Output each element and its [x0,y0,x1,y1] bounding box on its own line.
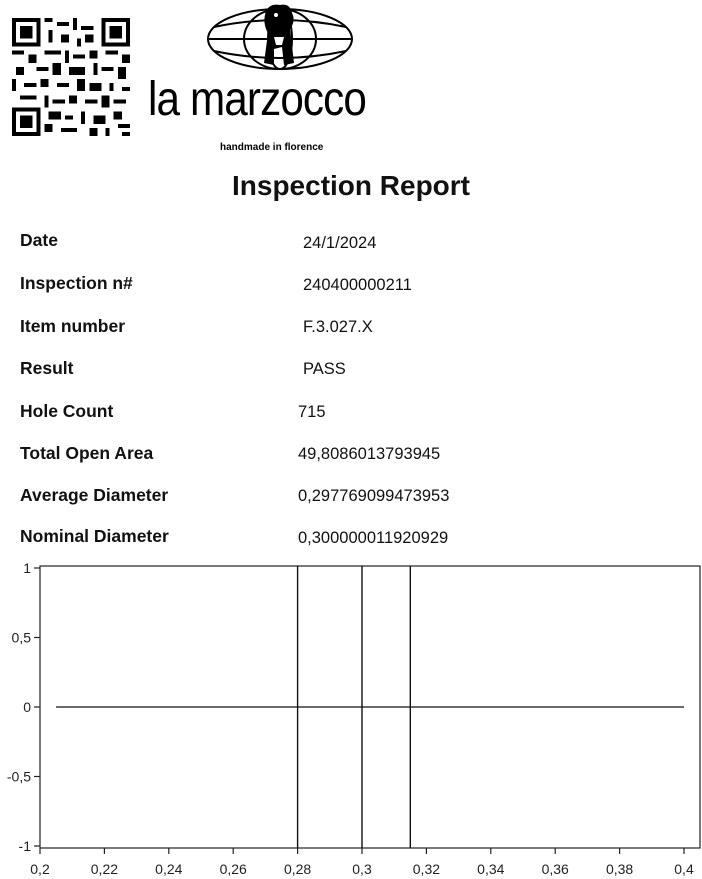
brand-tagline: handmade in florence [220,142,324,153]
hole-count-value: 715 [298,403,326,421]
x-tick-label: 0,36 [541,861,569,877]
item-number-value: F.3.027.X [303,318,373,336]
x-tick-label: 0,3 [352,861,372,877]
x-tick-label: 0,28 [283,861,312,877]
x-tick-label: 0,22 [90,861,119,877]
y-tick-label: 1 [23,560,31,576]
brand-wordmark: la marzocco [148,73,367,126]
total-open-area-label: Total Open Area [20,443,154,463]
diameter-distribution-chart [0,558,702,879]
x-tick-label: 0,38 [605,861,634,877]
average-diameter-value: 0,297769099473953 [298,487,450,505]
y-tick-label: -0,5 [6,768,31,785]
qr-code [12,18,130,136]
total-open-area-value: 49,8086013793945 [298,445,441,463]
average-diameter-label: Average Diameter [20,485,169,505]
report-title: Inspection Report [231,170,470,201]
inspection-number-label: Inspection n# [20,273,133,293]
x-tick-label: 0,32 [412,861,441,877]
nominal-diameter-value: 0,300000011920929 [298,529,449,547]
y-tick-label: 0 [23,699,31,715]
hole-count-label: Hole Count [20,401,114,421]
item-number-label: Item number [20,316,126,336]
x-tick-label: 0,2 [30,861,50,877]
date-label: Date [20,230,58,250]
date-value: 24/1/2024 [303,234,377,252]
y-tick-label: -1 [18,838,31,854]
result-value: PASS [303,360,346,378]
marzocco-lion-globe-logo [204,3,356,73]
inspection-number-value: 240400000211 [303,276,412,294]
x-tick-label: 0,34 [477,861,505,877]
x-tick-label: 0,26 [219,861,247,877]
x-tick-label: 0,24 [155,861,183,877]
y-tick-label: 0,5 [11,629,31,646]
x-tick-label: 0,4 [674,861,694,877]
nominal-diameter-label: Nominal Diameter [20,526,169,546]
result-label: Result [20,358,74,378]
